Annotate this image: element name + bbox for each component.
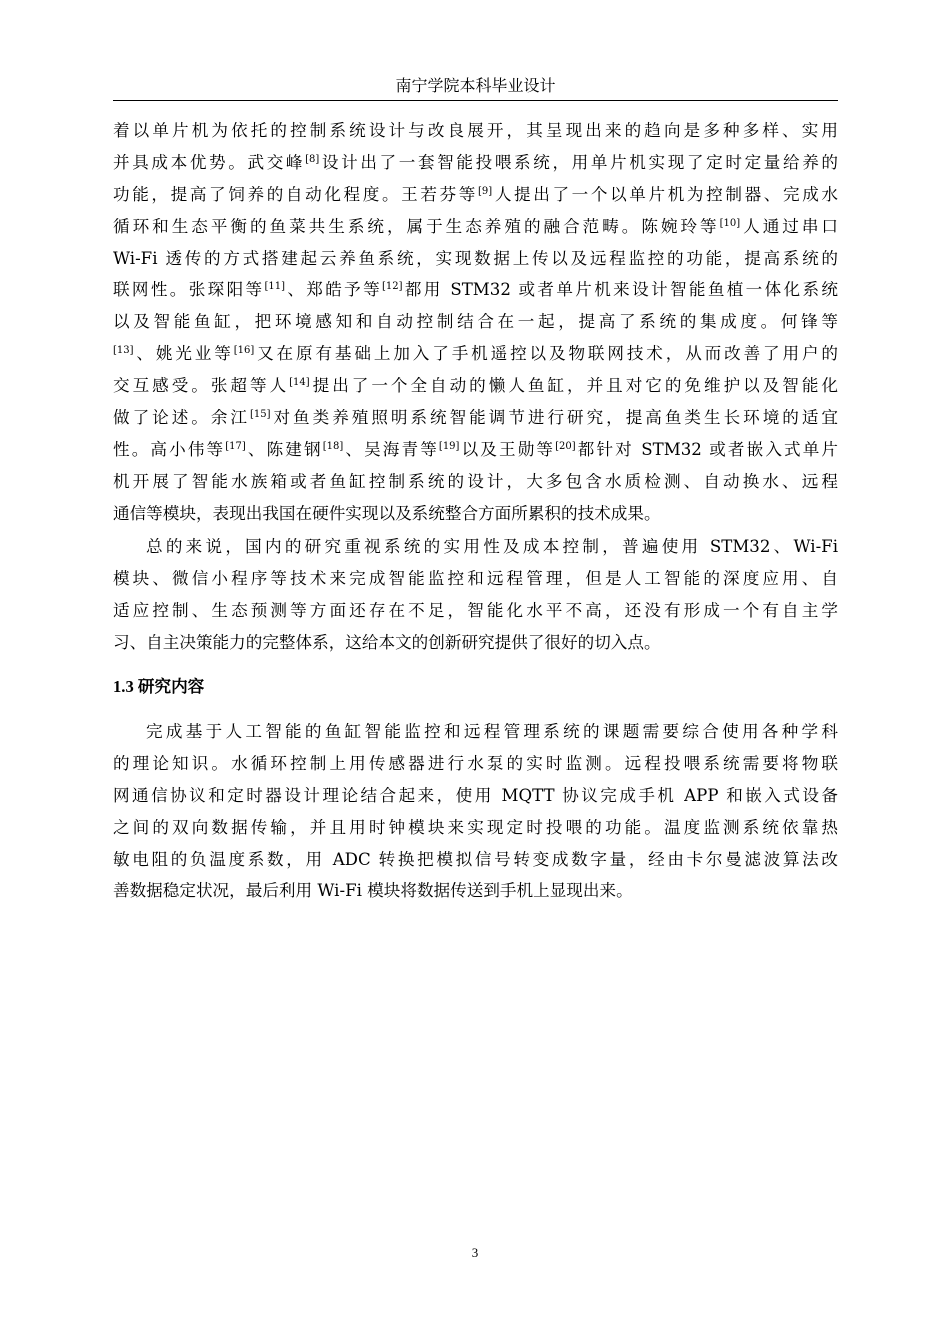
text-line: 通信等模块，表现出我国在硬件实现以及系统整合方面所累积的技术成果。 <box>113 503 661 523</box>
paragraph-summary <box>113 531 838 659</box>
header-rule <box>113 100 838 101</box>
citation-9: [9] <box>478 185 493 197</box>
text-line: 之间的双向数据传输，并且用时钟模块来实现定时投喂的功能。温度监测系统依靠热 <box>113 817 838 837</box>
text-line: 善数据稳定状况，最后利用 Wi-Fi 模块将数据传送到手机上显现出来。 <box>113 881 633 901</box>
citation-18: [18] <box>322 440 344 452</box>
text-line: 适应控制、生态预测等方面还存在不足，智能化水平不高，还没有形成一个有自主学 <box>113 600 838 620</box>
citation-8: [8] <box>305 153 320 165</box>
text-line: 性。高小伟等[17]、陈建钢[18]、吴海青等[19]以及王勋等[20]都针对 STM32 或者嵌入式单片 <box>113 439 839 459</box>
citation-17: [17] <box>225 440 246 452</box>
citation-16: [16] <box>233 345 255 357</box>
text-line: 敏电阻的负温度系数，用 ADC 转换把模拟信号转变成数字量，经由卡尔曼滤波算法改 <box>113 849 838 869</box>
text-line: 总的来说，国内的研究重视系统的实用性及成本控制，普遍使用 STM32、Wi-Fi <box>146 537 838 556</box>
text-line: 网通信协议和定时器设计理论结合起来，使用 MQTT 协议完成手机 APP 和嵌入式设备 <box>113 785 838 805</box>
paragraph-related-work <box>113 115 838 530</box>
citation-19: [19] <box>438 440 460 452</box>
text-line: [13]、姚光业等[16]又在原有基础上加入了手机遥控以及物联网技术，从而改善了用户的 <box>113 344 839 364</box>
citation-12: [12] <box>382 281 403 293</box>
citation-20: [20] <box>555 440 576 452</box>
text-line: 功能，提高了饲养的自动化程度。王若芬等[9]人提出了一个以单片机为控制器、完成水 <box>113 184 839 204</box>
citation-14: [14] <box>289 377 310 389</box>
text-line: 交互感受。张超等人[14]提出了一个全自动的懒人鱼缸，并且对它的免维护以及智能化 <box>113 376 839 396</box>
text-line: Wi-Fi 透传的方式搭建起云养鱼系统，实现数据上传以及远程监控的功能，提高系统的 <box>113 248 838 268</box>
text-line: 并具成本优势。武交峰[8]设计出了一套智能投喂系统，用单片机实现了定时定量给养的 <box>113 152 839 172</box>
section-heading: 1.3 研究内容 <box>113 677 205 696</box>
page-header: 南宁学院本科毕业设计 <box>395 76 556 95</box>
text-line: 完成基于人工智能的鱼缸智能监控和远程管理系统的课题需要综合使用各种学科 <box>146 722 838 741</box>
text-line: 模块、微信小程序等技术来完成智能监控和远程管理，但是人工智能的深度应用、自 <box>113 568 838 588</box>
paragraph-research-content <box>113 716 838 907</box>
citation-15: [15] <box>249 409 271 421</box>
text-line: 联网性。张琛阳等[11]、郑皓予等[12]都用 STM32 或者单片机来设计智能鱼植一体化系统 <box>113 280 839 300</box>
text-line: 的理论知识。水循环控制上用传感器进行水泵的实时监测。远程投喂系统需要将物联 <box>113 753 838 773</box>
citation-13: [13] <box>113 345 134 357</box>
citation-11: [11] <box>264 281 285 293</box>
text-line: 着以单片机为依托的控制系统设计与改良展开，其呈现出来的趋向是多种多样、实用 <box>113 121 838 140</box>
text-line: 循环和生态平衡的鱼菜共生系统，属于生态养殖的融合范畴。陈婉玲等[10]人通过串口 <box>113 216 838 236</box>
text-line: 机开展了智能水族箱或者鱼缸控制系统的设计，大多包含水质检测、自动换水、远程 <box>113 471 838 491</box>
citation-10: [10] <box>719 217 741 229</box>
text-line: 以及智能鱼缸，把环境感知和自动控制结合在一起，提高了系统的集成度。何锋等 <box>113 312 838 332</box>
text-line: 习、自主决策能力的完整体系，这给本文的创新研究提供了很好的切入点。 <box>113 632 661 652</box>
text-line: 做了论述。余江[15]对鱼类养殖照明系统智能调节进行研究，提高鱼类生长环境的适宜 <box>113 408 839 428</box>
page-number: 3 <box>471 1245 479 1260</box>
